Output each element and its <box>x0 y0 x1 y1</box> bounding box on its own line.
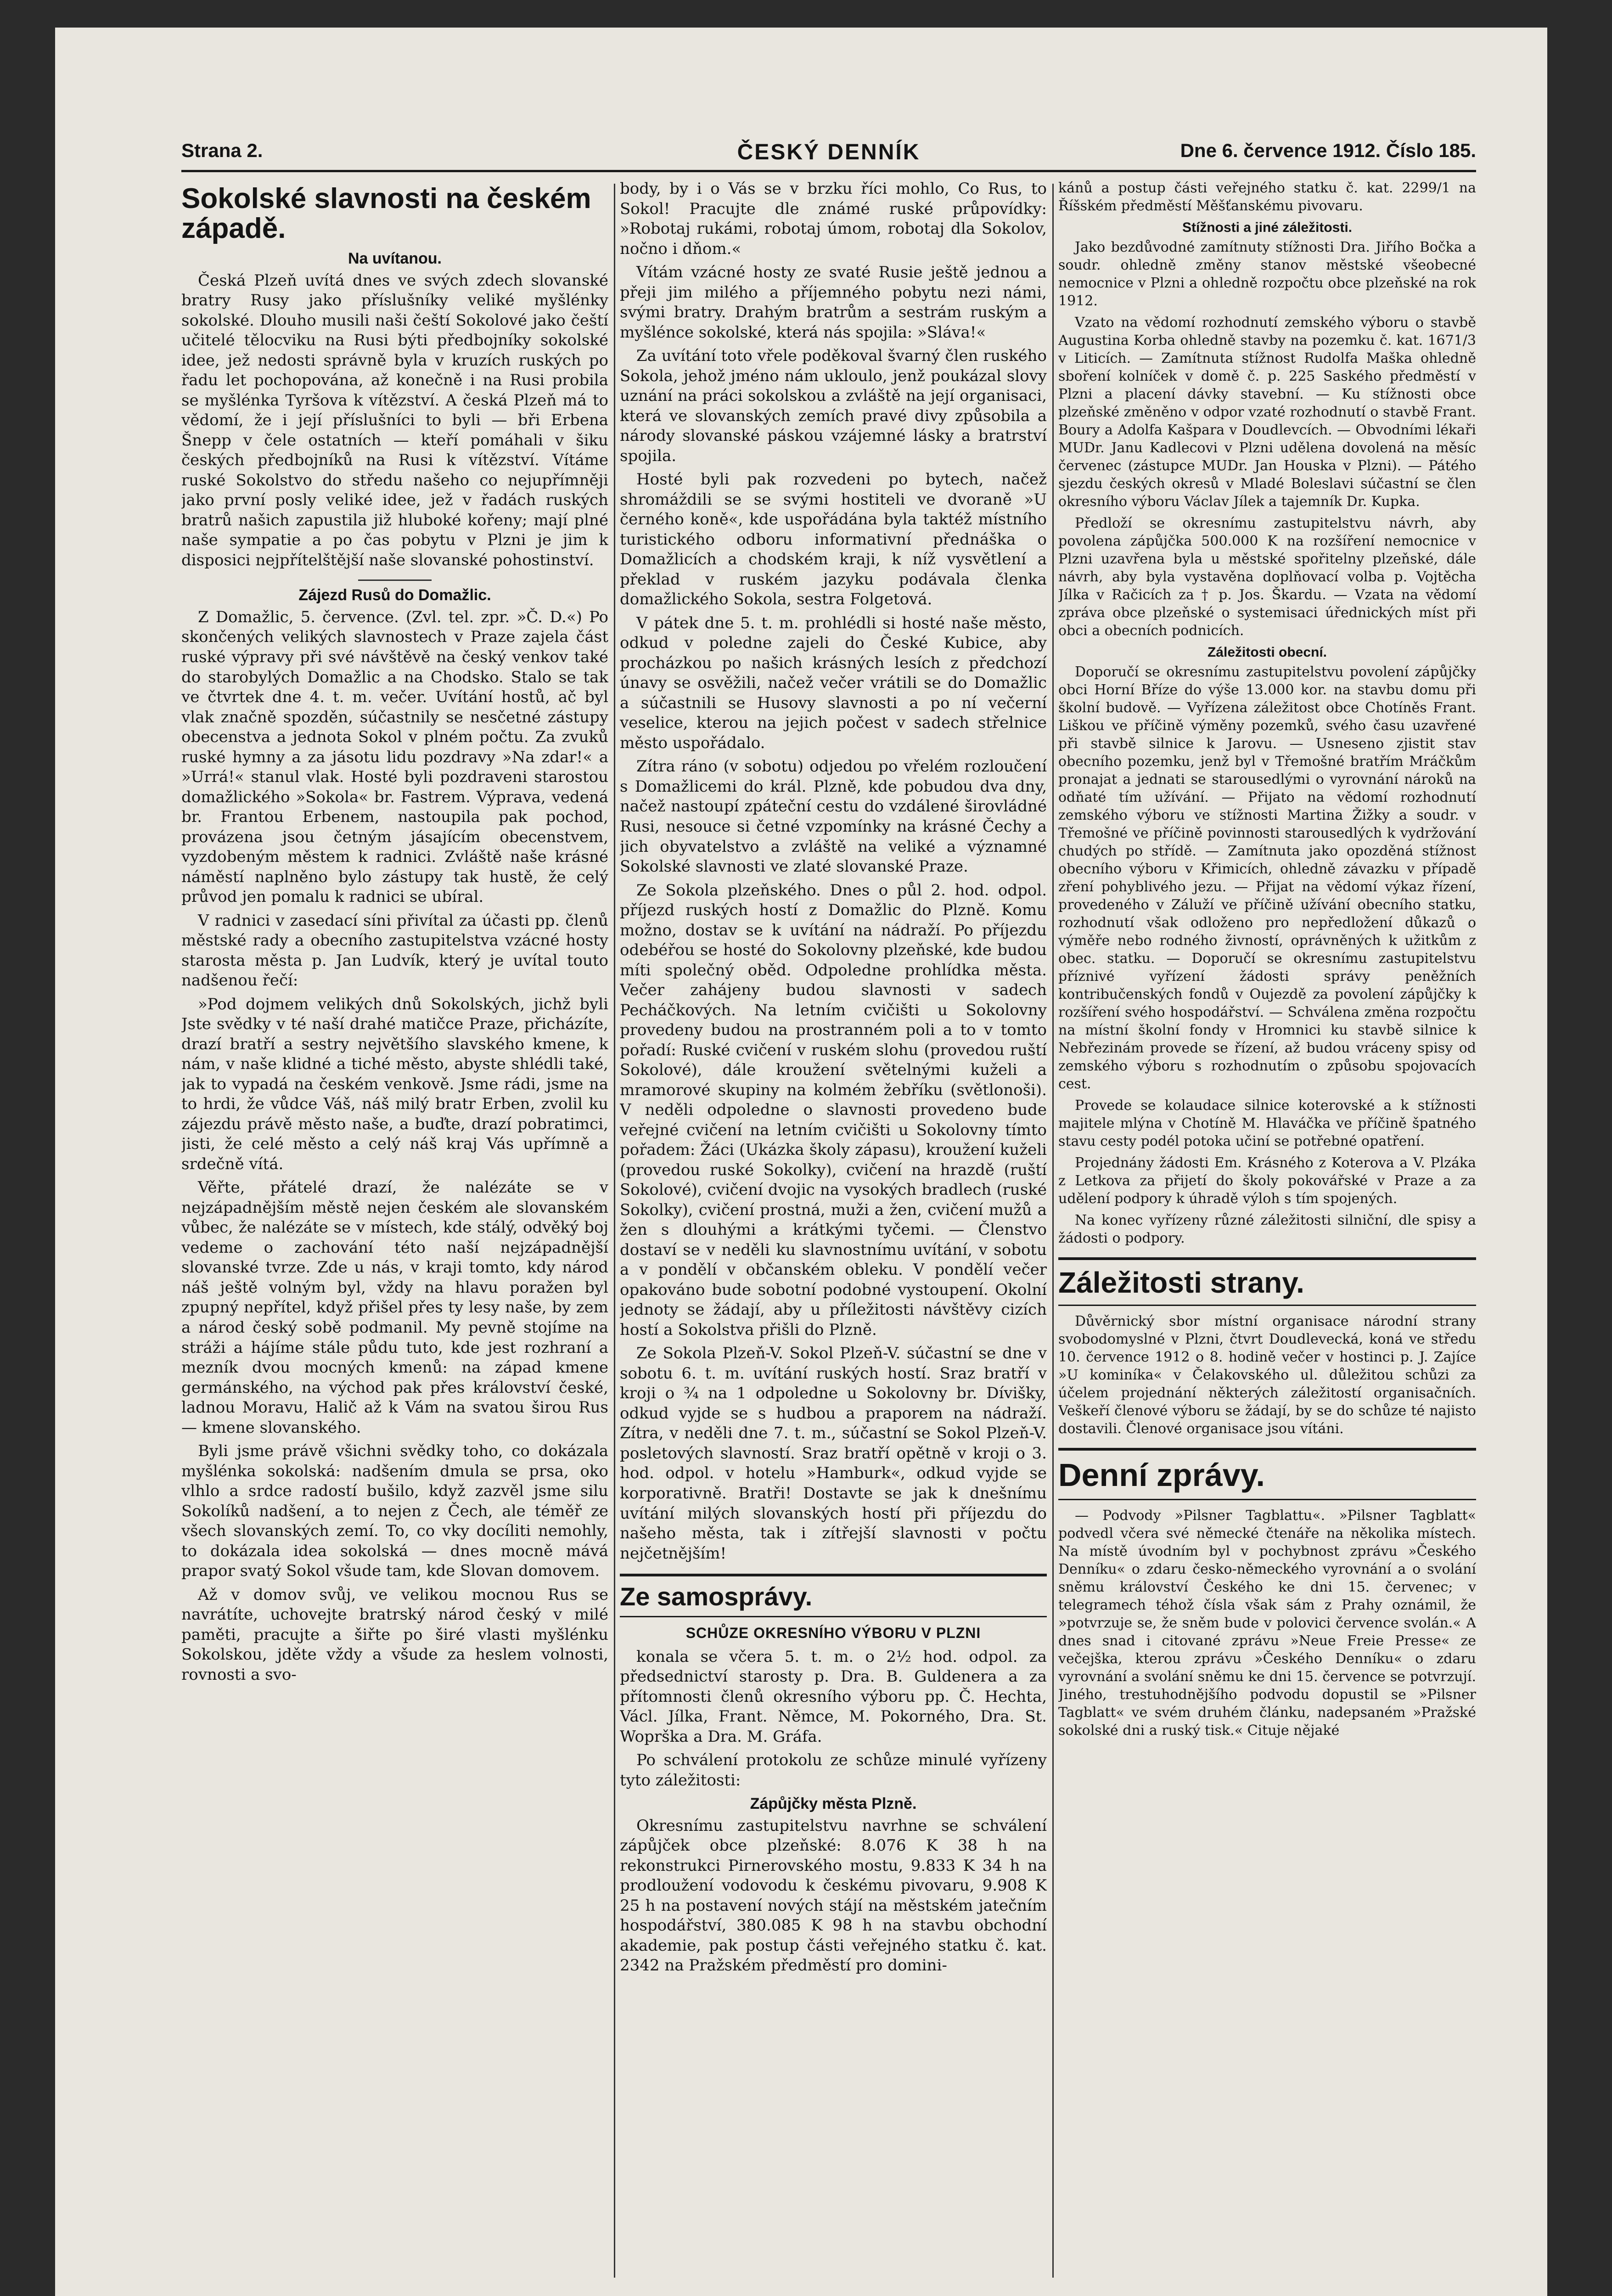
paragraph: Za uvítání toto vřele poděkoval švarný člen ruského Sokola, jehož jméno nám ukloulo, jenž poukázal slovy uznání na práci sokolskou a zvláště na její organisaci, která ve slovanských zemích pravé divy způsobila a národy slovanské páskou vzájemné lásky a bratrství spojila. <box>620 347 1047 465</box>
paragraph: Věřte, přátelé drazí, že nalézáte se v nejzápadnějším městě nejen českém ale slovanském vůbec, že nalézáte se v místech, kde stálý, odvěký boj vedeme o zachování této naší nejzápadnější slovanské tvrze. Zde u nás, v kraji tomto, kdy národ náš ještě volným byl, vždy na hlavu poražen byl zpupný nepřítel, když přišel přes ty lesy naše, by zem a národ český sobě podmanil. My pevně stojíme na stráži a hájíme stále půdu tuto, kde jest rozhraní a mezník dvou mocných kmenů: na západ kmene germánského, na východ pak přes království české, ladnou Moravu, Halič až k Vám na svatou širou Rus — kmene slovanského. <box>181 1178 608 1437</box>
paragraph: Jako bezdůvodné zamítnuty stížnosti Dra. Jiřího Bočka a soudr. ohledně změny stanov městské všeobecné nemocnice v Plzni a ohledně rozpočtu obce plzeňské na rok 1912. <box>1058 239 1476 309</box>
paragraph: Ze Sokola Plzeň-V. Sokol Plzeň-V. súčastní se dne v sobotu 6. t. m. uvítání ruských hostí. Sraz bratří v kroji o ¾ na 1 odpoledne u Sokolovny br. Dívišky, odkud vyjde se s hudbou a praporem na nádraží. Zítra, v neděli dne 7. t. m., súčastní se Sokol Plzeň-V. posletových slavností. Sraz bratří opětně v kroji o 3. hod. odpol. v hotelu »Hamburk«, odkud vyjde se korporativně. Bratři! Dostavte se jak k dnešnímu uvítání milých slovanských hostí při příjezdu do našeho města, tak i zítřejší slavnosti v počtu nejčetnějším! <box>620 1344 1047 1563</box>
section-heading: Ze samosprávy. <box>620 1574 1047 1617</box>
section-heading: Záležitosti strany. <box>1058 1257 1476 1306</box>
newspaper-page <box>55 28 1547 2296</box>
section-heading: Denní zprávy. <box>1058 1448 1476 1500</box>
paragraph: Okresnímu zastupitelstvu navrhne se schválení zápůjček obce plzeňské: 8.076 K 38 h na rekonstrukci Pirnerovského mostu, 9.833 K 34 h na prodloužení vodovodu k českému pivovaru, 9.908 K 25 h na postavení nových stájí na městském jatečním hospodářství, 380.085 K 98 h na stavbu obchodní akademie, pak postup části veřejného statku č. kat. 2342 na Pražském předměstí pro domini- <box>620 1816 1047 1975</box>
subheading: Zápůjčky města Plzně. <box>750 1795 917 1813</box>
paragraph: — Podvody »Pilsner Tagblattu«. »Pilsner Tagblatt« podvedl včera své německé čtenáře na několika místech. Na místě úvodním byl v pochybnost zprávu »Českého Denníku« o zdaru česko-německého vyrovnání a o svolání sněmu království Českého ke dni 15. červenec; v telegramech téhož čísla však sám z Prahy oznámil, že »potvrzuje se, že sněm bude v polovici července svolán.« A dnes snad i citované zprávu »Neue Freie Presse« ze večejška, kterou zprávu »Českého Denníku« o zdaru vyrovnání a svolání sněmu ke dni 15. července se potvrzují. Jiného, trestuhodnějšího podvodu dopustil se »Pilsner Tagblatt« ve svém druhém článku, nadepsaném »Pražské sokolské dni a ruský tisk.« Cituje nějaké <box>1058 1508 1476 1739</box>
column-rule <box>1052 184 1054 2278</box>
paragraph: Projednány žádosti Em. Krásného z Koterova a V. Plzáka z Letkova za přijetí do školy pokovářské v Praze a za udělení podpory k úhradě výloh s tím spojených. <box>1058 1155 1476 1207</box>
article-headline: Sokolské slavnosti na českém západě. <box>181 183 591 245</box>
column-3 <box>1058 179 1476 2278</box>
paragraph: Provede se kolaudace silnice koterovské a k stížnosti majitele mlýna v Chotíně M. Hlaváčka ve příčině špatného stavu cesty podél potoka učiní se potřebné opatření. <box>1058 1097 1476 1149</box>
divider <box>358 580 432 581</box>
paragraph: Vítám vzácné hosty ze svaté Rusie ještě jednou a přeji jim milého a příjemného pobytu nezi námi, svými bratry. Drahým bratrům a sestrám ruským a myšlénce sokolské, která nás spojila: »Sláva!« <box>620 263 1047 342</box>
newspaper-title: ČESKÝ DENNÍK <box>737 140 921 164</box>
subheading: Zájezd Rusů do Domažlic. <box>298 586 491 604</box>
subheading: Stížnosti a jiné záležitosti. <box>1182 220 1353 235</box>
paragraph: Česká Plzeň uvítá dnes ve svých zdech slovanské bratry Rusy jako příslušníky veliké myšlénky sokolské. Dlouho musili naši čeští Sokolové jako čeští učitelé tělocviku na Rusi býti předbojníky sokolské idee, jež nedosti správně byla v kruzích ruských po řadu let pochopována, až konečně i na Rusi probila se myšlénka Tyršova k vítězství. A česká Plzeň má to vědomí, že i její příslušníci to byli — bři Erbena Šnepp v čele ostatních — kteří pomáhali v šiku českých předbojníků na Rusi k vítězství. Vítáme ruské Sokolstvo do středu našeho co nejupřímněji jako první posly veliké idee, jež v řadách ruských bratrů našich zapustila již hluboké kořeny; mají plné naše sympatie a po čas pobytu v Plzni je jim k disposici nejpřítelštější naše slovanské pohostinství. <box>181 271 608 569</box>
column-1 <box>181 179 608 2278</box>
paragraph: Po schválení protokolu ze schůze minulé vyřízeny tyto záležitosti: <box>620 1751 1047 1790</box>
column-rule <box>614 184 615 2278</box>
paragraph: V radnici v zasedací síni přivítal za účasti pp. členů městské rady a obecního zastupitelstva vzácné hosty starosta města p. Jan Ludvík, který je uvítal touto nadšenou řečí: <box>181 911 608 990</box>
page-header <box>181 133 1476 172</box>
paragraph: Předloží se okresnímu zastupitelstvu návrh, aby povolena zápůjčka 500.000 K na rozšíření nemocnice v Plzni uzavřena byla u městské spořitelny plzeňské, dále návrh, aby byla vystavěna doplňovací volba p. Vojtěcha Jílka v Račicích za † p. Jos. Škardu. — Vzata na vědomí zpráva obce plzeňské o systemisaci úřednických míst při obci a obecních podnicích. <box>1058 515 1476 639</box>
paragraph: Doporučí se okresnímu zastupitelstvu povolení zápůjčky obci Horní Bříze do výše 13.000 kor. na stavbu domu při školní budově. — Vyřízena záležitost obce Chotíněs Frant. Liškou ve příčině výměny pozemků, svého času uzavřené při stavbě silnice k Jarovu. — Usneseno zjistit stav obecního pozemku, jenž byl v Třemošné bratřím Mráčkům pronajat a jednati se starousedlými o vyrovnání nároků na odňaté tím užívání. — Přijato na vědomí rozhodnutí zemského výboru ve stížnosti Martina Žižky a soudr. v Třemošné ve příčině povinnosti starousedlých k vydržování chudých po střídě. — Zamítnuta jako opozděná stížnost obecního výboru v Křimicích, ohledně závazku v případě zření pohyblivého jezu. — Přijat na vědomí výkaz řízení, provedeného v Záluží ve příčině užívání obecního statku, rozhodnutí však odloženo pro nepředložení důkazů o výměře nebo rodného živností, oprávněných k užitkům z obec. statku. — Doporučí se okresnímu zastupitelstvu příznivé vyřízení žádosti správy peněžních kontribučenských fondů v Oujezdě za povolení zápůjčky k rozšíření svého hospodářství. — Schválena změna rozpočtu na místní školní fondy v Hromnici ku stavbě silnice k Nebřezinám provede se řízení, až budou vráceny spisy od zemského výboru s rozhodnutím o způsobu spojovacích cest. <box>1058 664 1476 1092</box>
paragraph: body, by i o Vás se v brzku říci mohlo, Co Rus, to Sokol! Pracujte dle známé ruské průpovídky: »Robotaj rukámi, robotaj úmom, robotaj dla Sokolov, nočno i dňom.« <box>620 180 1047 258</box>
paragraph: Ze Sokola plzeňského. Dnes o půl 2. hod. odpol. příjezd ruských hostí z Domažlic do Plzně. Komu možno, dostav se k uvítání na nádraží. Po příjezdu odebéřou se hosté do Sokolovny plzeňské, kde budou míti společný oběd. Odpoledne prohlídka města. Večer zahájeny budou slavnosti v sadech Pecháčkových. Na letním cvičišti u Sokolovny provedeny budou na prostranném poli a to v tomto pořadí: Ruské cvičení v ruském slohu (provedou ruští Sokolové), dále kroužení světelnými kuželi a mramorové skupiny na kolmém žebříku (světlonoši). V neděli odpoledne o slavnosti provedeno bude veřejné cvičení na letním cvičišti u Sokolovny tímto pořadem: Žáci (Ukázka školy zápasu), kroužení kuželi (provedou ruské Sokolky), cvičení na hrazdě (ruští Sokolové), cvičení dvojic na vysokých bradlech (ruské Sokolky), cvičení prostná, muži a žen, cvičení mužů a žen s dlouhými a krátkými tyčemi. — Členstvo dostaví se v neděli ku slavnostnímu uvítání, v sobotu a v pondělí v občanském obleku. V pondělí večer opakováno bude sobotní podobné vystoupení. Okolní jednoty se žádají, aby u příležitosti návštěvy cizích hostí a Sokolstva přišli do Plzně. <box>620 881 1047 1339</box>
paragraph: kánů a postup části veřejného statku č. kat. 2299/1 na Říšském předměstí Měšťanskému pivovaru. <box>1058 180 1476 214</box>
subheading: Záležitosti obecní. <box>1207 645 1327 660</box>
paragraph: Zítra ráno (v sobotu) odjedou po vřelém rozloučení s Domažlicemi do král. Plzně, kde pobudou dva dny, načež nastoupí zpáteční cestu do vzdálené širovládné Rusi, nesouce si četné vzpomínky na krásné Čechy a jich obyvatelstvo a zvláště na veliké a významné Sokolské slavnosti ve zlaté slovanské Praze. <box>620 757 1047 876</box>
paragraph: »Pod dojmem velikých dnů Sokolských, jichž byli Jste svědky v té naší drahé matičce Praze, přicházíte, drazí bratří a sestry největšího slavského kmene, k nám, v naše klidné a tiché město, abyste shlédli také, jak to vypadá na českém venkově. Jsme rádi, jsme na to hrdi, že vůdce Váš, náš milý bratr Erben, zvolil ku zájezdu právě město naše, a buďte, drazí pobratimci, jisti, že celé město a celý náš kraj Vás upřímně a srdečně vítá. <box>181 995 608 1173</box>
paragraph: konala se včera 5. t. m. o 2½ hod. odpol. za předsednictví starosty p. Dra. B. Guldenera a za přítomnosti členů okresního výboru pp. Č. Hechta, Václ. Jílka, Frant. Němce, M. Pokorného, Dra. St. Woprška a Dra. M. Gráfa. <box>620 1647 1047 1746</box>
paragraph: Důvěrnický sbor místní organisace národní strany svobodomyslné v Plzni, čtvrt Doudlevecká, koná ve středu 10. července 1912 o 8. hodině večer v hostinci p. J. Zajíce »U kominíka« v Čelakovského ul. důležitou schůzi za účelem projednání některých záležitostí organisačních. Veškeří členové výboru se žádají, by se do schůze té najisto dostavili. Členové organisace jsou vítáni. <box>1058 1313 1476 1437</box>
page-number: Strana 2. <box>181 140 263 161</box>
paragraph: Byli jsme právě všichni svědky toho, co dokázala myšlénka sokolská: nadšením dmula se prsa, oko vlhlo a srdce radostí bušilo, když zazvěl jsme silu Sokolíků nadšení, a to nejen z Čech, ale téměř ze všech slovanských zemí. To, co vky docíliti nemohly, to dokázala idea sokolská — dnes mocně mává prapor svatý Sokol všude tam, kde Slovan domovem. <box>181 1442 608 1581</box>
subheading: Na uvítanou. <box>348 250 442 268</box>
subheading: SCHŮZE OKRESNÍHO VÝBORU V PLZNI <box>685 1624 981 1641</box>
issue-date: Dne 6. července 1912. Číslo 185. <box>1180 140 1476 161</box>
paragraph: Na konec vyřízeny různé záležitosti silniční, dle spisy a žádosti o podpory. <box>1058 1212 1476 1246</box>
column-2 <box>620 179 1047 2278</box>
paragraph: V pátek dne 5. t. m. prohlédli si hosté naše město, odkud v poledne zajeli do České Kubice, aby procházkou po našich krásných lesích z předchozí únavy se osvěžili, načež večer vrátili se do Domažlic a súčastnili se Husovy slavnosti a po ní večerní veselice, kterou na jejich počest v sadech střelnice město uspořádalo. <box>620 613 1047 752</box>
paragraph: Až v domov svůj, ve velikou mocnou Rus se navrátíte, uchovejte bratrský národ český v milé paměti, pracujte a šiřte po širé vlasti myšlénku Sokolskou, jděte vždy a všude za heslem volnosti, rovnosti a svo- <box>181 1585 608 1684</box>
paragraph: Vzato na vědomí rozhodnutí zemského výboru o stavbě Augustina Korba ohledně stavby na pozemku č. kat. 1671/3 v Liticích. — Zamítnuta stížnost Rudolfa Maška ohledně sboření kolníček v domě č. p. 225 Saského předměstí v Plzni a placení dávky stavební. — Ku stížnosti obce plzeňské změněno v odpor vzaté rozhodnutí o stavbě Frant. Boury a Adolfa Kašpara v Doudlevcích. — Obvodními lékaři MUDr. Janu Kadlecovi v Plzni udělena dovolená na měsíc červenec (zástupce MUDr. Jan Houska v Plzni). — Pátého sjezdu českých okresů v Mladé Boleslavi súčastní se člen okresního výboru Václav Jílek a tajemník Dr. Kupka. <box>1058 315 1476 510</box>
paragraph: Z Domažlic, 5. července. (Zvl. tel. zpr. »Č. D.«) Po skončených velikých slavnostech v Praze zajela část ruské výpravy při své návštěvě na český venkov také do starobylých Domažlic a na Chodsko. Stalo se tak ve čtvrtek dne 4. t. m. večer. Uvítání hostů, ač byl vlak značně spozděn, súčastnily se nesčetné zástupy obecenstva a jednota Sokol v plném počtu. Za zvuků ruské hymny a za jásotu lidu pozdravy »Na zdar!« a »Urrá!« stanul vlak. Hosté byli pozdraveni starostou domažlického »Sokola« br. Fastrem. Výprava, vedená br. Frantou Erbenem, nastoupila pak pochod, provázena jsou četným jásajícím obecenstvem, vyzdobeným městem k radnici. Zvláště naše krásné náměstí naplněno bylo zástupy tak hustě, že celý průvod jen pomalu k radnici se ubíral. <box>181 608 608 906</box>
paragraph: Hosté byli pak rozvedeni po bytech, načež shromáždili se se svými hostiteli ve dvoraně »U černého koně«, kde uspořádána byla taktéž místního turistického odboru informativní přednáška o Domažlicích a chodském kraji, k níž vysvětlení a překlad v ruském jazyku podávala členka domažlického Sokola, sestra Folgetová. <box>620 470 1047 609</box>
